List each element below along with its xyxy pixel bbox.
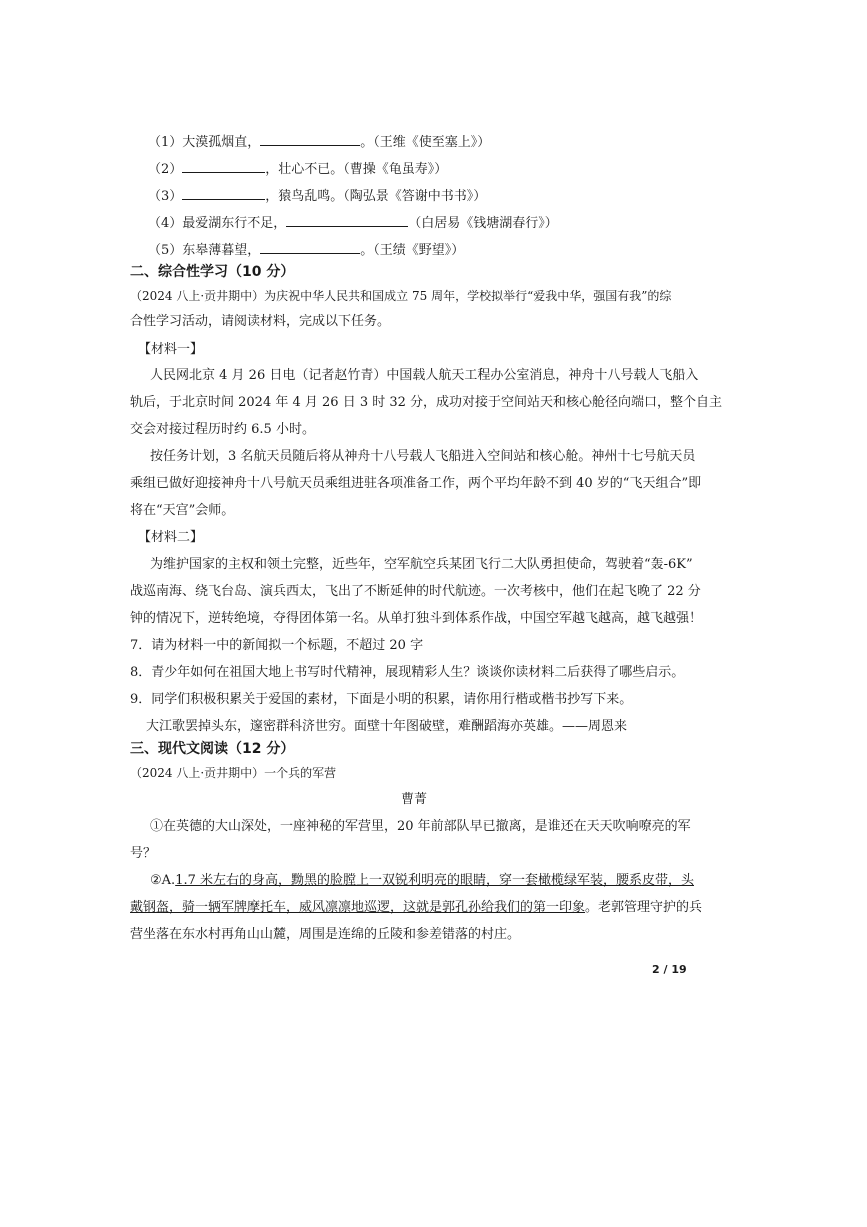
paragraph-line: 营坐落在东水村再角山山麓，周围是连绵的丘陵和参差错落的村庄。 — [130, 927, 521, 942]
paragraph-line: 按任务计划，3 名航天员随后将从神舟十八号载人飞船进入空间站和核心舱。神州十七号航天员 — [150, 449, 696, 464]
quote-line: 大江歌罢掉头东，邃密群科济世穷。面壁十年图破壁，难酬蹈海亦英雄。——周恩来 — [146, 719, 628, 734]
answer-blank[interactable] — [260, 240, 360, 254]
poem-text-before: 最爱湖东行不足， — [182, 216, 287, 231]
paragraph-line: 乘组已做好迎接神舟十八号航天员乘组进驻各项准备工作，两个平均年龄不到 40 岁的“飞天组合”即 — [130, 476, 702, 491]
paragraph-line — [130, 899, 702, 917]
poem-text-after: 。（王维《使至塞上》） — [360, 135, 491, 150]
question-9: 9．同学们积极积累关于爱国的素材，下面是小明的积累，请你用行楷或楷书抄写下来。 — [130, 692, 633, 707]
poem-number: （5） — [148, 243, 183, 258]
section-heading: 三、现代文阅读（12 分） — [130, 741, 295, 757]
material-one-title: 【材料一】 — [138, 342, 204, 357]
answer-blank[interactable] — [260, 132, 360, 146]
section-heading: 二、综合性学习（10 分） — [130, 264, 295, 280]
poem-number: （3） — [148, 189, 183, 204]
paragraph-text: 。老郭管理守护的兵 — [585, 900, 703, 915]
paragraph-line: 钟的情况下，逆转绝境，夺得团体第一名。从单打独斗到体系作战，中国空军越飞越高，越飞越强！ — [130, 611, 703, 626]
page-number: 2 / 19 — [652, 963, 687, 976]
poem-line-4 — [148, 213, 558, 233]
intro-line-2: 合性学习活动，请阅读材料，完成以下任务。 — [130, 314, 391, 329]
intro-line-1: （2024 八上·贡井期中）为庆祝中华人民共和国成立 75 周年，学校拟举行“爱我中华，强国有我”的综 — [130, 289, 672, 303]
poem-line-5 — [148, 240, 464, 260]
question-8: 8．青少年如何在祖国大地上书写时代精神，展现精彩人生？谈谈你读材料二后获得了哪些启示。 — [130, 665, 685, 680]
poem-line-1 — [148, 132, 490, 152]
paragraph-line: 为维护国家的主权和领土完整，近些年，空军航空兵某团飞行二大队勇担使命，驾驶着“轰-6K” — [150, 557, 693, 572]
poem-number: （2） — [148, 162, 183, 177]
paragraph-line: 号？ — [130, 846, 157, 861]
poem-line-2 — [148, 159, 447, 179]
material-two-title: 【材料二】 — [138, 530, 204, 545]
poem-text-before: 大漠孤烟直， — [182, 135, 261, 150]
underlined-sentence: 1.7 米左右的身高，黝黑的脸膛上一双锐利明亮的眼睛，穿一套橄榄绿军装，腰系皮带，头 — [175, 873, 694, 888]
paragraph-line: 交会对接过程历时约 6.5 小时。 — [130, 422, 315, 437]
answer-blank[interactable] — [182, 186, 265, 200]
paragraph-line: ①在英德的大山深处，一座神秘的军营里，20 年前部队早已撤离，是谁还在天天吹响嘹亮的军 — [150, 819, 691, 834]
poem-text-after: ，壮心不已。（曹操《龟虽寿》） — [265, 162, 448, 177]
poem-text-before: 东皋薄暮望， — [182, 243, 261, 258]
poem-number: （1） — [148, 135, 183, 150]
paragraph-line: 战巡南海、绕飞台岛、演兵西太，飞出了不断延伸的时代航迹。一次考核中，他们在起飞晚了 22 分 — [130, 584, 701, 599]
poem-text-after: （白居易《钱塘湖春行》） — [408, 216, 558, 231]
paragraph-line — [150, 872, 694, 890]
answer-blank[interactable] — [286, 213, 408, 227]
poem-text-after: ，猿鸟乱鸣。（陶弘景《答谢中书书》） — [265, 189, 487, 204]
underlined-sentence: 戴钢盔，骑一辆军牌摩托车，威风凛凛地巡逻，这就是郭孔孙给我们的第一印象 — [130, 900, 586, 915]
article-author: 曹菁 — [401, 792, 428, 807]
paragraph-line: 将在“天宫”会师。 — [130, 503, 235, 518]
question-7: 7．请为材料一中的新闻拟一个标题，不超过 20 字 — [130, 638, 424, 653]
answer-blank[interactable] — [182, 159, 265, 173]
poem-text-after: 。（王绩《野望》） — [360, 243, 465, 258]
reading-source: （2024 八上·贡井期中）一个兵的军营 — [130, 766, 337, 780]
paragraph-line: 轨后，于北京时间 2024 年 4 月 26 日 3 时 32 分，成功对接于空间站天和核心舱径向端口，整个自主 — [130, 395, 723, 410]
poem-line-3 — [148, 186, 486, 206]
paragraph-marker: ②A. — [150, 873, 176, 888]
poem-number: （4） — [148, 216, 183, 231]
paragraph-line: 人民网北京 4 月 26 日电（记者赵竹青）中国载人航天工程办公室消息，神舟十八号载人飞船入 — [150, 368, 699, 383]
